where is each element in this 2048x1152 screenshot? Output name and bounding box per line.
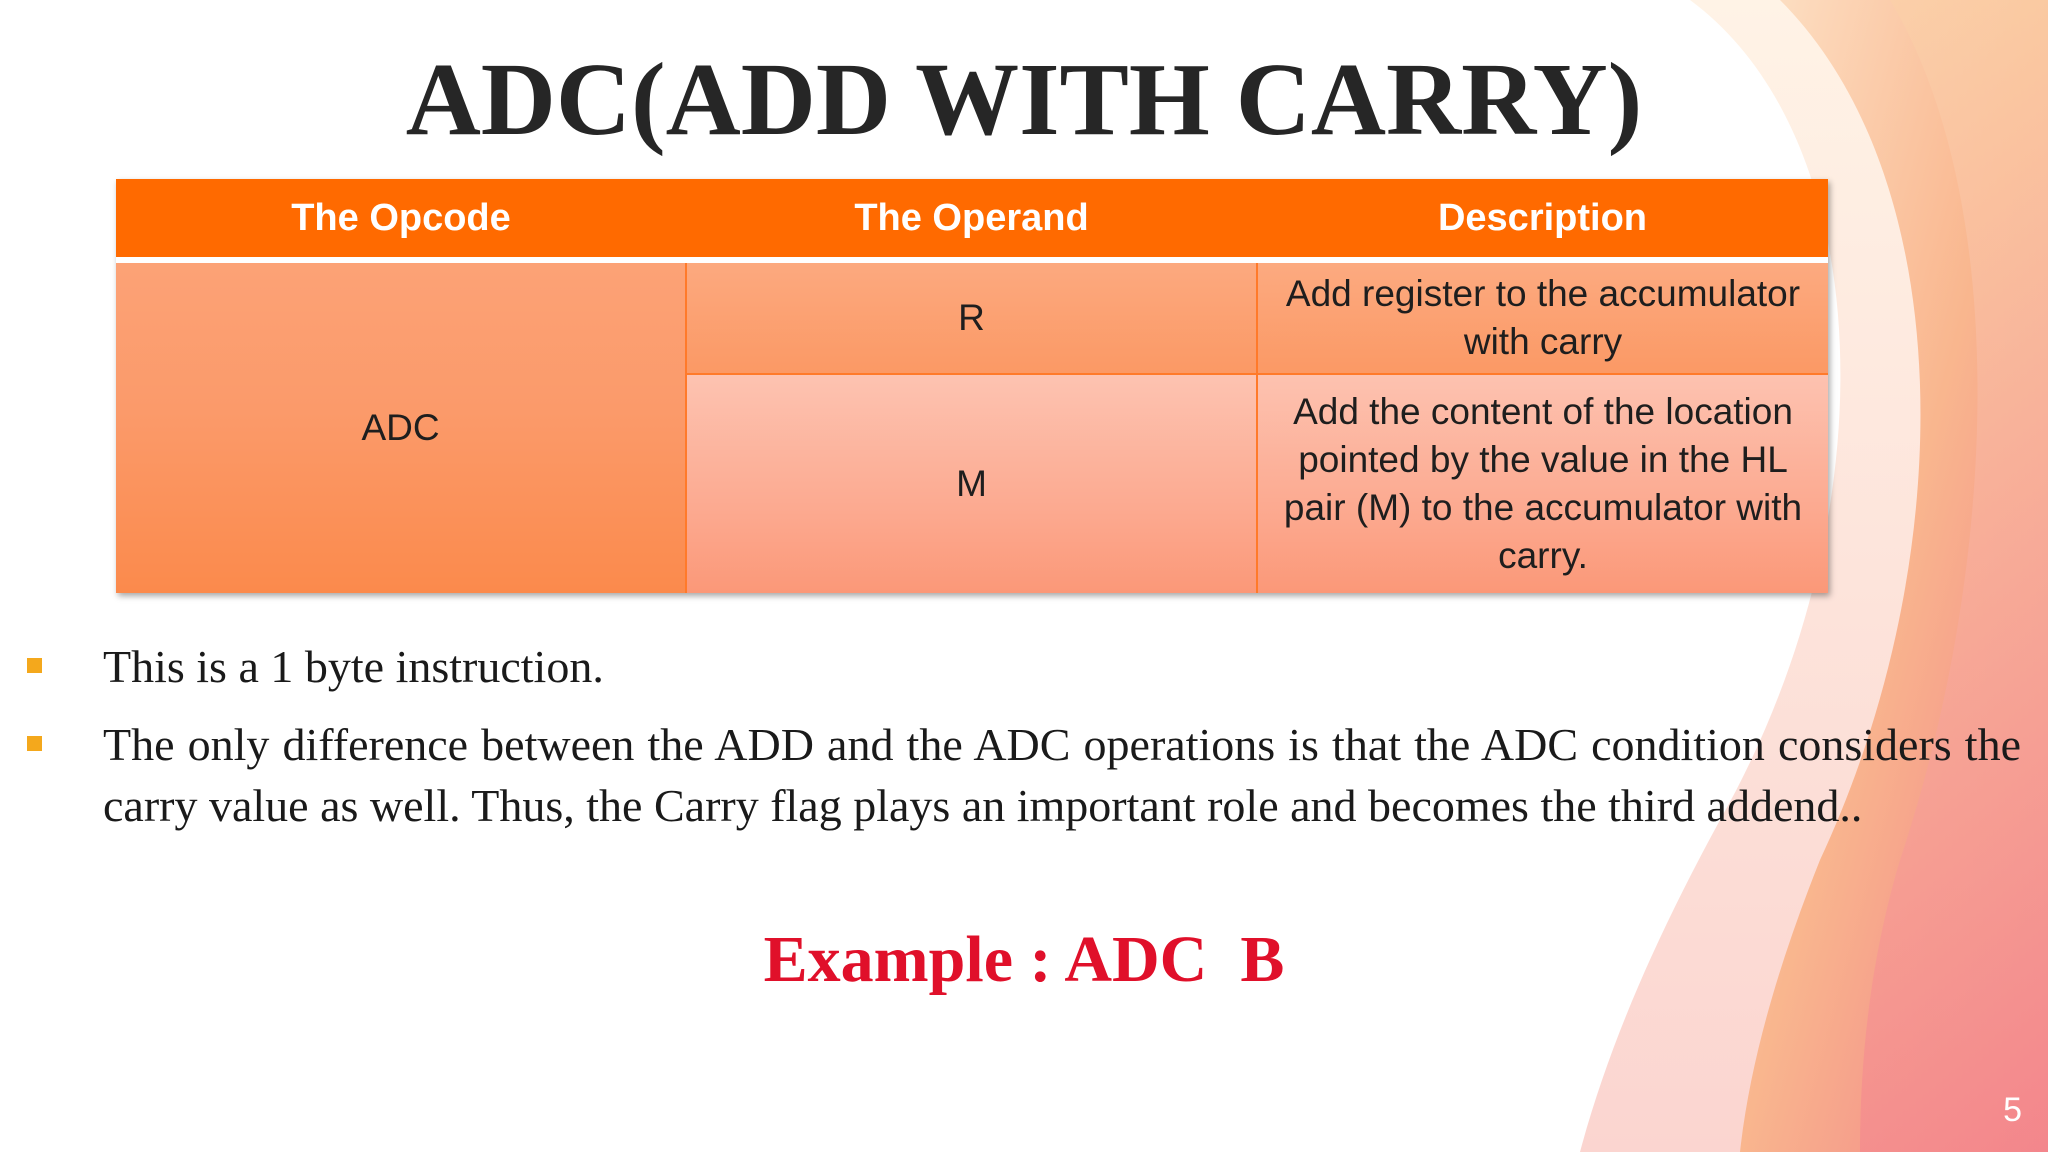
instruction-table: [116, 179, 1828, 593]
square-bullet-icon: [27, 658, 42, 673]
header-opcode: The Opcode: [116, 179, 686, 260]
operand-cell-m: M: [686, 374, 1257, 593]
example-text: Example : ADC B: [763, 923, 1285, 996]
header-description: Description: [1257, 179, 1828, 260]
description-cell-m: Add the content of the location pointed by the value in the HL pair (M) to the accumulator with carry.: [1257, 374, 1828, 593]
page-number: 5: [2003, 1091, 2022, 1129]
operand-cell-r: R: [686, 260, 1257, 374]
bullet-text: This is a 1 byte instruction.: [103, 641, 604, 692]
bullet-text: The only difference between the ADD and the ADC operations is that the ADC condition considers the carry value as well. Thus, the Carry flag plays an important role and becomes the third addend..: [103, 719, 2021, 831]
table-header-row: [116, 179, 1828, 260]
description-cell-r: Add register to the accumulator with carry: [1257, 260, 1828, 374]
square-bullet-icon: [27, 736, 42, 751]
opcode-cell: ADC: [116, 260, 686, 593]
slide-title: ADC(ADD WITH CARRY): [405, 42, 1643, 157]
header-operand: The Operand: [686, 179, 1257, 260]
table-row: [116, 260, 1828, 374]
